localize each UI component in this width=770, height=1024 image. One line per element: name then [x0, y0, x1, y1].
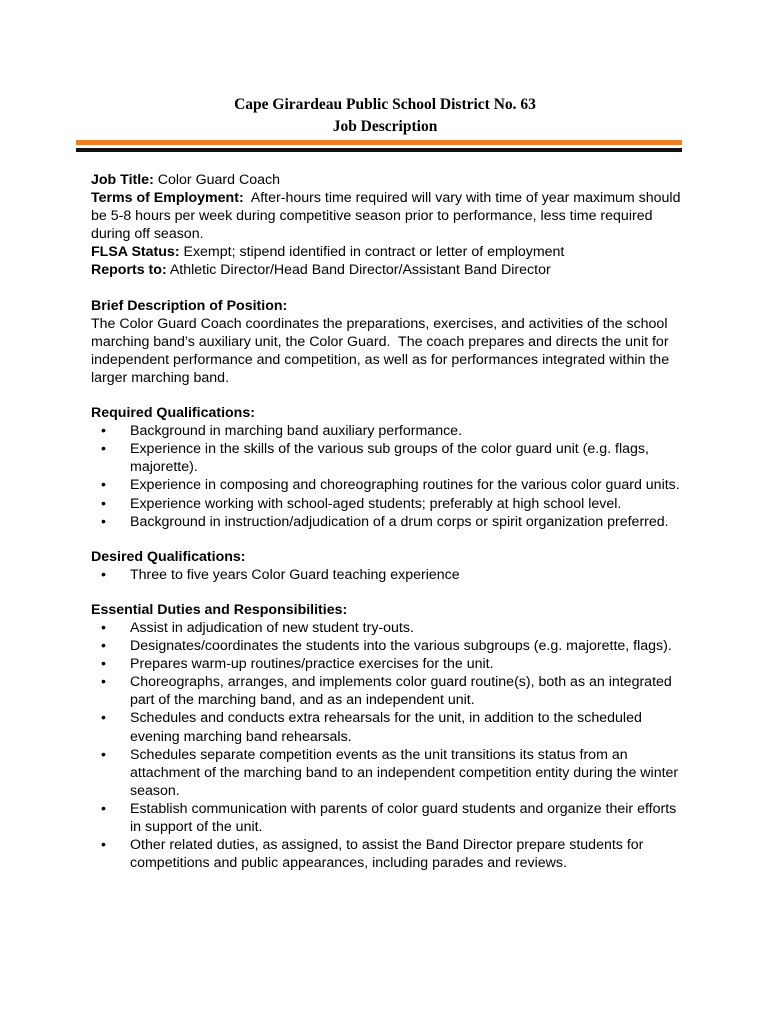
bullet-icon: •	[101, 710, 106, 727]
list-item	[91, 709, 691, 745]
bullet-icon: •	[101, 674, 106, 691]
brief-description-section	[91, 297, 691, 387]
list-item	[91, 440, 691, 476]
black-divider	[76, 148, 682, 152]
bullet-icon: •	[101, 619, 106, 636]
reports-value: Athletic Director/Head Band Director/Assistant Band Director	[166, 262, 551, 279]
list-item	[91, 495, 691, 513]
document-body	[91, 171, 691, 872]
brief-text: The Color Guard Coach coordinates the preparations, exercises, and activities of the school marching band’s auxiliary unit, the Color Guard. The coach prepares and directs the unit for independent performance and competition, as well as for performances integrated within the larger marching band.	[91, 315, 674, 386]
list-item	[91, 566, 691, 584]
list-item-text: Background in instruction/adjudication of a drum corps or spirit organization preferred.	[130, 513, 669, 530]
required-heading: Required Qualifications:	[91, 405, 255, 422]
brief-heading: Brief Description of Position:	[91, 297, 288, 314]
bullet-icon: •	[101, 746, 106, 763]
list-item-text: Prepares warm-up routines/practice exercises for the unit.	[130, 656, 494, 673]
required-list	[91, 422, 691, 531]
bullet-icon: •	[101, 656, 106, 673]
job-title-value: Color Guard Coach	[153, 172, 280, 188]
list-item	[91, 619, 691, 637]
duties-heading: Essential Duties and Responsibilities:	[91, 601, 348, 618]
document-header	[0, 94, 770, 138]
list-item-text: Other related duties, as assigned, to assist the Band Director prepare students for competitions and public appearances, including parades and reviews.	[130, 837, 644, 872]
list-item	[91, 836, 691, 872]
bullet-icon: •	[101, 477, 106, 494]
list-item-text: Schedules and conducts extra rehearsals for the unit, in addition to the scheduled evening marching band rehearsals.	[130, 710, 642, 745]
list-item	[91, 746, 691, 800]
flsa-line	[91, 243, 691, 261]
district-title: Cape Girardeau Public School District No. 63	[234, 96, 536, 113]
document-type-title: Job Description	[332, 118, 438, 135]
reports-line	[91, 261, 691, 279]
reports-label: Reports to:	[91, 262, 167, 279]
bullet-icon: •	[101, 423, 106, 440]
list-item-text: Three to five years Color Guard teaching experience	[130, 566, 460, 583]
desired-heading: Desired Qualifications:	[91, 548, 246, 565]
bullet-icon: •	[101, 495, 106, 512]
list-item-text: Experience in the skills of the various sub groups of the color guard unit (e.g. flags, majorette).	[130, 441, 649, 476]
list-item-text: Designates/coordinates the students into the various subgroups (e.g. majorette, flags).	[130, 638, 672, 655]
list-item	[91, 637, 691, 655]
required-qualifications-section	[91, 404, 691, 531]
bullet-icon: •	[101, 441, 106, 458]
list-item-text: Experience working with school-aged students; preferably at high school level.	[130, 495, 622, 512]
bullet-icon: •	[101, 638, 106, 655]
list-item-text: Choreographs, arranges, and implements color guard routine(s), both as an integrated part of the marching band, and as an independent unit.	[130, 674, 672, 709]
duties-list	[91, 619, 691, 872]
job-info-block	[91, 171, 691, 280]
list-item	[91, 800, 691, 836]
list-item-text: Schedules separate competition events as the unit transitions its status from an attachment of the marching band to an independent competition entity during the winter season.	[130, 746, 679, 799]
list-item-text: Establish communication with parents of color guard students and organize their efforts in support of the unit.	[130, 800, 677, 835]
terms-value: After-hours time required will vary with time of year maximum should be 5-8 hours per week during competitive season prior to performance, less time required during off season.	[91, 190, 685, 243]
flsa-label: FLSA Status:	[91, 244, 180, 261]
list-item	[91, 422, 691, 440]
list-item-text: Background in marching band auxiliary performance.	[130, 423, 463, 440]
bullet-icon: •	[101, 513, 106, 530]
list-item-text: Assist in adjudication of new student try-outs.	[130, 619, 414, 636]
bullet-icon: •	[101, 566, 106, 583]
list-item	[91, 513, 691, 531]
list-item	[91, 476, 691, 494]
orange-divider	[76, 140, 682, 145]
bullet-icon: •	[101, 837, 106, 854]
terms-line	[91, 189, 691, 243]
bullet-icon: •	[101, 800, 106, 817]
desired-qualifications-section	[91, 548, 691, 584]
desired-list	[91, 566, 691, 584]
flsa-value: Exempt; stipend identified in contract or letter of employment	[179, 244, 565, 261]
list-item	[91, 673, 691, 709]
duties-section	[91, 601, 691, 872]
job-title-line	[91, 171, 691, 189]
job-title-label: Job Title:	[91, 172, 154, 188]
list-item	[91, 655, 691, 673]
terms-label: Terms of Employment:	[91, 190, 244, 207]
list-item-text: Experience in composing and choreographing routines for the various color guard units.	[130, 477, 680, 494]
